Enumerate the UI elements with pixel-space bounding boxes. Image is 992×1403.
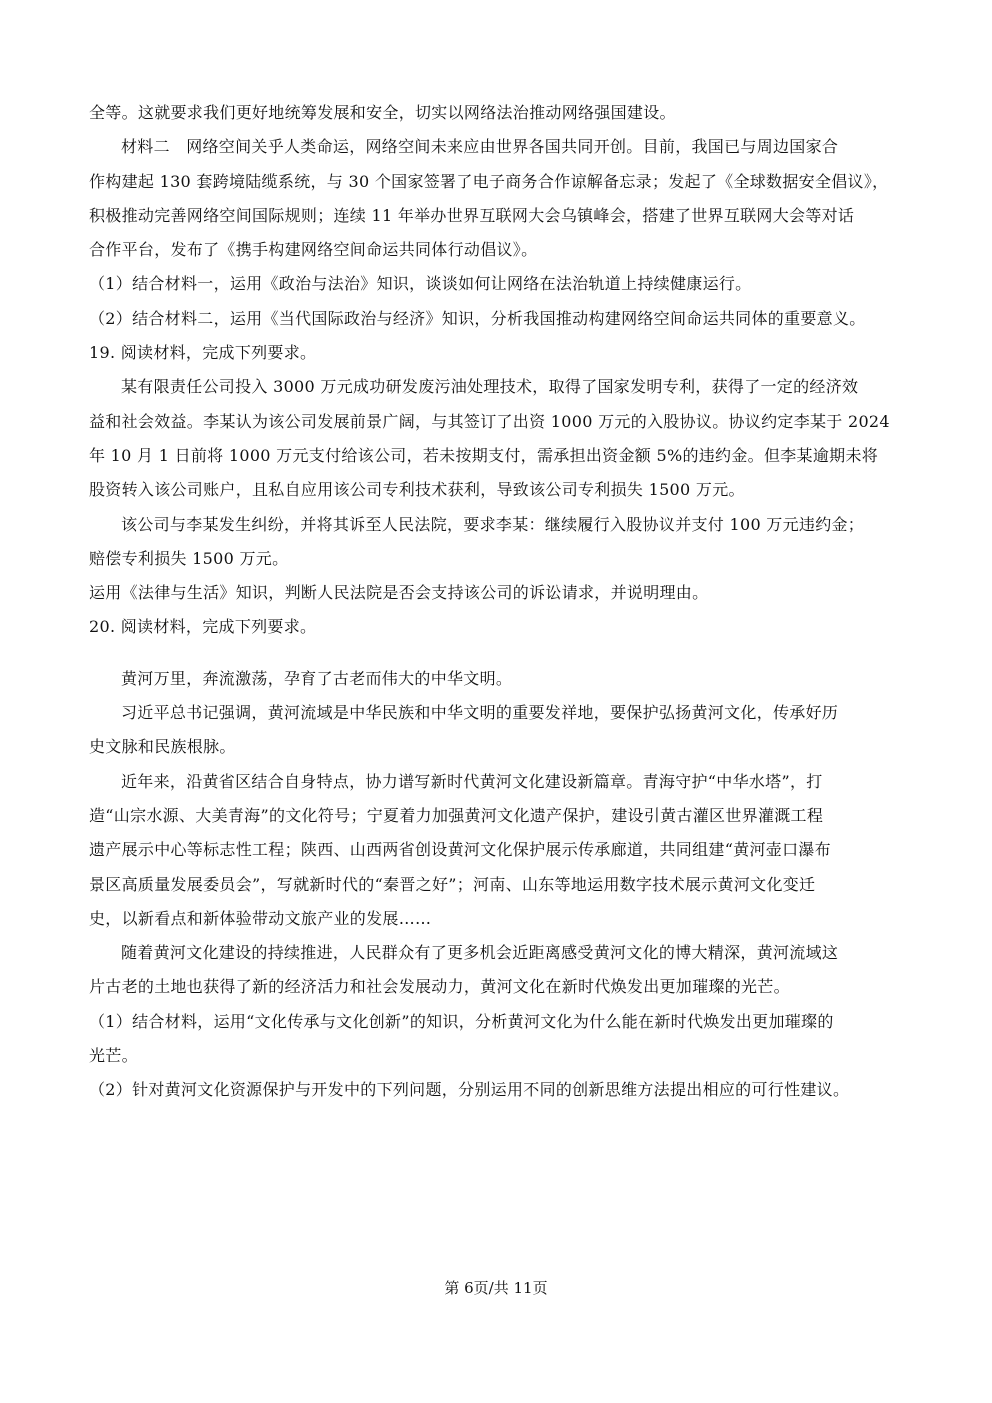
text-line: 作构建起 130 套跨境陆缆系统，与 30 个国家签署了电子商务合作谅解备忘录；发起了《全球数据安全倡议》， bbox=[89, 171, 889, 191]
sub-question-1: （1）结合材料一，运用《政治与法治》知识，谈谈如何让网络在法治轨道上持续健康运行。 bbox=[89, 274, 752, 294]
text-line: 光芒。 bbox=[89, 1046, 138, 1066]
material-two-paragraph: 材料二 网络空间关乎人类命运，网络空间未来应由世界各国共同开创。目前，我国已与周边国家合 bbox=[121, 137, 839, 157]
question-20-paragraph: 近年来，沿黄省区结合自身特点，协力谱写新时代黄河文化建设新篇章。青海守护“中华水塔”，打 bbox=[121, 771, 823, 791]
text-line: 史文脉和民族根脉。 bbox=[89, 737, 236, 757]
question-20-paragraph: 习近平总书记强调，黄河流域是中华民族和中华文明的重要发祥地，要保护弘扬黄河文化，传承好历 bbox=[121, 703, 839, 723]
sub-question-2: （2）结合材料二，运用《当代国际政治与经济》知识，分析我国推动构建网络空间命运共同体的重要意义。 bbox=[89, 308, 866, 328]
text-line: 股资转入该公司账户，且私自应用该公司专利技术获利，导致该公司专利损失 1500 万元。 bbox=[89, 480, 745, 500]
text-line: 片古老的土地也获得了新的经济活力和社会发展动力，黄河文化在新时代焕发出更加璀璨的光芒。 bbox=[89, 977, 790, 997]
text-line: 造“山宗水源、大美青海”的文化符号；宁夏着力加强黄河文化遗产保护，建设引黄古灌区世界灌溉工程 bbox=[89, 805, 824, 825]
question-19-paragraph: 该公司与李某发生纠纷，并将其诉至人民法院，要求李某：继续履行入股协议并支付 100 万元违约金； bbox=[121, 514, 865, 534]
page-footer: 第 6页/共 11页 bbox=[444, 1279, 548, 1297]
question-19-heading: 19. 阅读材料，完成下列要求。 bbox=[89, 343, 317, 363]
text-line: 益和社会效益。李某认为该公司发展前景广阔，与其签订了出资 1000 万元的入股协议。协议约定李某于 2024 bbox=[89, 411, 890, 431]
text-line: 遗产展示中心等标志性工程；陕西、山西两省创设黄河文化保护展示传承廊道，共同组建“黄河壶口瀑布 bbox=[89, 840, 831, 860]
question-19-requirement: 运用《法律与生活》知识，判断人民法院是否会支持该公司的诉讼请求，并说明理由。 bbox=[89, 583, 709, 603]
question-20-heading: 20. 阅读材料，完成下列要求。 bbox=[89, 617, 317, 637]
question-20-paragraph: 黄河万里，奔流激荡，孕育了古老而伟大的中华文明。 bbox=[121, 668, 513, 688]
text-line: 景区高质量发展委员会”，写就新时代的“秦晋之好”；河南、山东等地运用数字技术展示黄河文化变迁 bbox=[89, 874, 816, 894]
text-line: 全等。这就要求我们更好地统筹发展和安全，切实以网络法治推动网络强国建设。 bbox=[89, 103, 676, 122]
text-line: 史，以新看点和新体验带动文旅产业的发展…… bbox=[89, 908, 432, 928]
text-line: 赔偿专利损失 1500 万元。 bbox=[89, 548, 289, 568]
text-line: 合作平台，发布了《携手构建网络空间命运共同体行动倡议》。 bbox=[89, 240, 538, 260]
text-line: 积极推动完善网络空间国际规则；连续 11 年举办世界互联网大会乌镇峰会，搭建了世界互联网大会等对话 bbox=[89, 205, 855, 225]
question-19-paragraph: 某有限责任公司投入 3000 万元成功研发废污油处理技术，取得了国家发明专利，获得了一定的经济效 bbox=[121, 377, 859, 397]
sub-question-1: （1）结合材料，运用“文化传承与文化创新”的知识，分析黄河文化为什么能在新时代焕发出更加璀璨的 bbox=[89, 1011, 834, 1031]
question-20-paragraph: 随着黄河文化建设的持续推进，人民群众有了更多机会近距离感受黄河文化的博大精深，黄河流域这 bbox=[121, 943, 839, 963]
blank-line bbox=[89, 645, 907, 662]
sub-question-2: （2）针对黄河文化资源保护与开发中的下列问题，分别运用不同的创新思维方法提出相应的可行性建议。 bbox=[89, 1080, 850, 1100]
page-content bbox=[89, 96, 907, 1108]
text-line: 年 10 月 1 日前将 1000 万元支付给该公司，若未按期支付，需承担出资金额 5%的违约金。但李某逾期未将 bbox=[89, 445, 879, 465]
